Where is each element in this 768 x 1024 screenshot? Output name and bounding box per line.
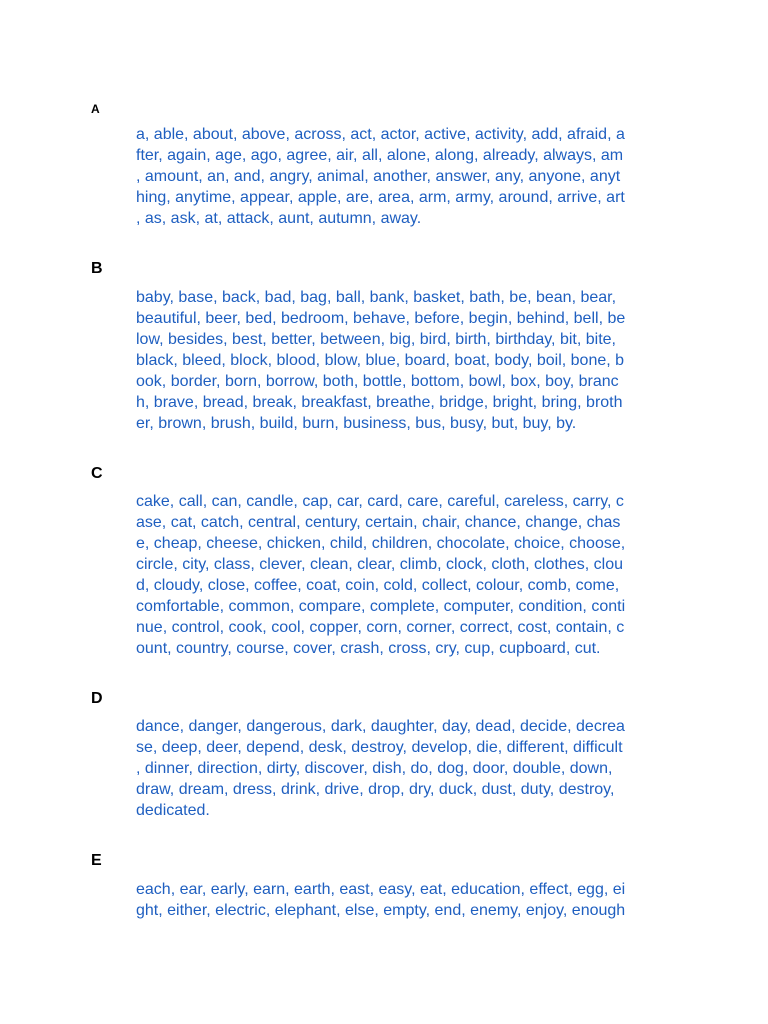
word-line: ght, either, electric, elephant, else, empty, end, enemy, enjoy, enough xyxy=(136,902,626,919)
word-list xyxy=(136,491,696,659)
section-letter: D xyxy=(91,690,103,707)
word-line: cake, call, can, candle, cap, car, card, care, careful, careless, carry, c xyxy=(136,493,624,510)
word-line: baby, base, back, bad, bag, ball, bank, basket, bath, be, bean, bear, xyxy=(136,289,617,306)
word-line: er, brown, brush, build, burn, business, bus, busy, but, buy, by. xyxy=(136,415,577,432)
section-letter: E xyxy=(91,852,102,869)
word-line: circle, city, class, clever, clean, clear, climb, clock, cloth, clothes, clou xyxy=(136,556,623,573)
word-line: low, besides, best, better, between, big, bird, birth, birthday, bit, bite, xyxy=(136,331,616,348)
word-line: , as, ask, at, attack, aunt, autumn, away. xyxy=(136,210,422,227)
word-line: comfortable, common, compare, complete, computer, condition, conti xyxy=(136,598,626,615)
word-list xyxy=(136,879,696,921)
word-line: black, bleed, block, blood, blow, blue, board, boat, body, boil, bone, b xyxy=(136,352,625,369)
word-line: h, brave, bread, break, breakfast, breathe, bridge, bright, bring, broth xyxy=(136,394,623,411)
word-list xyxy=(136,716,696,821)
section-letter: A xyxy=(91,102,100,116)
word-line: fter, again, age, ago, agree, air, all, alone, along, already, always, am xyxy=(136,147,624,164)
word-list xyxy=(136,124,696,229)
section-letter: C xyxy=(91,465,103,482)
word-line: e, cheap, cheese, chicken, child, children, chocolate, choice, choose, xyxy=(136,535,626,552)
word-line: each, ear, early, earn, earth, east, easy, eat, education, effect, egg, ei xyxy=(136,881,626,898)
section-letter: B xyxy=(91,260,103,277)
word-line: dedicated. xyxy=(136,802,210,819)
word-line: ount, country, course, cover, crash, cross, cry, cup, cupboard, cut. xyxy=(136,640,601,657)
word-line: beautiful, beer, bed, bedroom, behave, before, begin, behind, bell, be xyxy=(136,310,626,327)
word-line: nue, control, cook, cool, copper, corn, corner, correct, cost, contain, c xyxy=(136,619,625,636)
word-line: dance, danger, dangerous, dark, daughter, day, dead, decide, decrea xyxy=(136,718,625,735)
word-line: hing, anytime, appear, apple, are, area, arm, army, around, arrive, art xyxy=(136,189,625,206)
word-line: ase, cat, catch, central, century, certain, chair, chance, change, chas xyxy=(136,514,621,531)
word-line: draw, dream, dress, drink, drive, drop, dry, duck, dust, duty, destroy, xyxy=(136,781,615,798)
word-line: d, cloudy, close, coffee, coat, coin, cold, collect, colour, comb, come, xyxy=(136,577,620,594)
word-list xyxy=(136,287,696,434)
word-line: , amount, an, and, angry, animal, another, answer, any, anyone, anyt xyxy=(136,168,621,185)
word-line: a, able, about, above, across, act, actor, active, activity, add, afraid, a xyxy=(136,126,625,143)
word-line: se, deep, deer, depend, desk, destroy, develop, die, different, difficult xyxy=(136,739,623,756)
word-line: , dinner, direction, dirty, discover, dish, do, dog, door, double, down, xyxy=(136,760,613,777)
word-line: ook, border, born, borrow, both, bottle, bottom, bowl, box, boy, branc xyxy=(136,373,619,390)
